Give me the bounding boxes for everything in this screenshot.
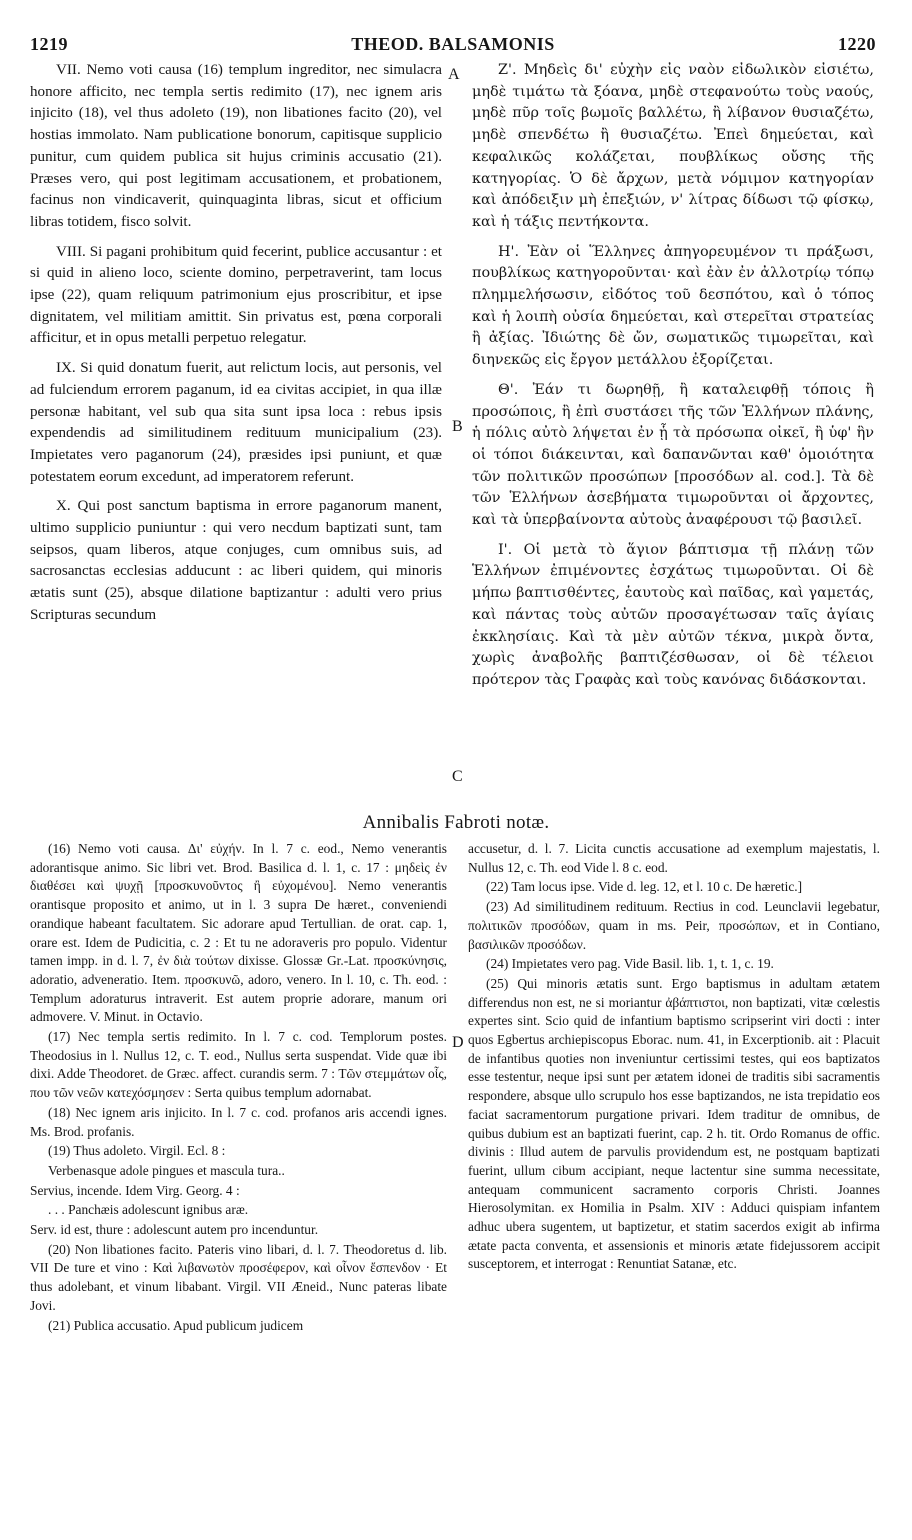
- note-19: (19) Thus adoleto. Virgil. Ecl. 8 :: [48, 1143, 226, 1159]
- note-21-continued: accusetur, d. l. 7. Licita cunctis accusatione ad exemplum majestatis, l. Nullus 12, c. Th. eod Vide l. 8 c. eod.: [468, 841, 880, 875]
- latin-paragraph-vii: VII. Nemo voti causa (16) templum ingreditor, nec simulacra honore afficito, nec templa sertis redimito (17), nec ignem aris injicito (18), vel thus adoleto (19), non libationes facito (20), vel hostias immolato. Nam publicatione bonorum, capitisque supplicio punitur, cum quidem publica sit hujus criminis accusatio (21). Præses vero, qui post legitimam accusationem, et probationem, facinus non vindicaverit, quinquaginta libras, sicut et officium libras totidem, fisco solvit.: [30, 62, 442, 230]
- note-20: (20) Non libationes facito. Pateris vino libari, d. l. 7. Theodoretus d. lib. VII De ture et vino : Καὶ λιβανωτὸν προσέφερον, καὶ οἶνον ἔσπενδον · Et thus adolebant, et vinum libabant. Virgil. VII Æneid., Nunc pateras libate Jovi.: [30, 1241, 447, 1313]
- margin-marker-a: A: [448, 66, 460, 83]
- notes-heading: Annibalis Fabroti notæ.: [362, 812, 550, 833]
- note-16: (16) Nemo voti causa. Δι' εὐχήν. In l. 7 c. eod., Nemo venerantis adorantisque animo. Sic libri vet. Brod. Basilica d. l. 1, c. 17 : μηδεὶς ἐν διαθέσει καὶ ψυχῇ [προσκυνοῦντος ἢ εὐχομένου]. Nemo venerantis orantisque proposito et animo, ut in l. 3 supra De hæret., conveniendi orandique habeant facultatem. Sic adorare apud Tertullian. de orat. cap. 1, orare est. Idem de Pudicitia, c. 2 : Et tu ne adoraveris pro populo. Videntur tamen impp. in d. l. 7, ἐν διὰ τούτων dixisse. Glossæ Gr.-Lat. προσκύνησις, adoratio, adveneratio. Item. προσκυνῶ, adoro, venero. In l. 10, c. Th. eod. : Templum adoraturus intraverit. Est autem proprie adorare, manum ori admovere. V. Minut. in Octavio.: [30, 841, 447, 1025]
- note-24: (24) Impietates vero pag. Vide Basil. lib. 1, t. 1, c. 19.: [486, 956, 774, 972]
- greek-paragraph-z: Ζ'. Μηδεὶς δι' εὐχὴν εἰς ναὸν εἰδωλικὸν εἰσιέτω, μηδὲ τιμάτω τὰ ξόανα, μηδὲ στεφανούτω τοὺς ναούς, μηδὲ πῦρ τοῖς βωμοῖς βαλλέτω, ἢ λίβανον θυσιαζέτω, μηδὲ σπενδέτω ἢ θυσιαζέτω. Ἐπεὶ δημεύεται, καὶ κεφαλικῶς κολάζεται, πουβλίκως οὔσης τῆς κατηγορίας. Ὁ δὲ ἄρχων, μετὰ νόμιμον κατηγορίαν καὶ ἀπόδειξιν μὴ ἐπεξιών, ν' λίτρας δίδωσι τῷ φίσκῳ, καὶ ἡ τάξις πεντήκοντα.: [472, 62, 874, 230]
- column-number-right: 1220: [838, 34, 876, 54]
- note-19-servius: Servius, incende. Idem Virg. Georg. 4 :: [30, 1182, 240, 1198]
- margin-marker-c: C: [452, 768, 463, 785]
- note-19-serv: Serv. id est, thure : adolescunt autem pro incenduntur.: [30, 1222, 319, 1238]
- margin-marker-b: B: [452, 418, 463, 435]
- greek-paragraph-eta: Η'. Ἐὰν οἱ Ἕλληνες ἀπηγορευμένον τι πράξωσι, πουβλίκως κατηγοροῦνται· καὶ ἐὰν ἐν ἀλλοτρίῳ τόπῳ πλημμελήσωσιν, εἰδότος τοῦ δεσπότου, καὶ ὁ τόπος καὶ ἡ λοιπὴ οὐσία δημεύεται, καὶ στερεῖται στρατείας ἢ ἀξίας. Ἰδιώτης δὲ ὤν, σωματικῶς τιμωρεῖται, καὶ διηνεκῶς εἰς ἔργον μετάλλου ἐξορίζεται.: [472, 243, 874, 369]
- note-21: (21) Publica accusatio. Apud publicum judicem: [48, 1317, 304, 1333]
- notes-right-column: [468, 840, 880, 1275]
- note-18: (18) Nec ignem aris injicito. In l. 7 c. cod. profanos aris accendi ignes. Ms. Brod. profanis.: [30, 1104, 447, 1139]
- latin-column: [30, 60, 442, 627]
- note-25: (25) Qui minoris ætatis sunt. Ergo baptismus in adultam ætatem differendus non est, ne si moriantur ἀβάπτιστοι, non baptizati, vitæ cœlestis expertes sint. Scio quid de infantium baptismo scripserint viri docti : inter quos Egbertus archiepiscopus Eborac. num. 41, in Excerptionib. ait : Placuit de infantibus quoties non inveniuntur certissimi testes, qui eos baptizatos esse testentur, neque ipsi sunt per ætatem idonei de traditis sibi sacramentis respondere, absque ullo scrupulo hos esse baptizandos, ne ista trepidatio eos faciat sacramentorum purgatione privari. Idem traditur de omnibus, de quibus dubium est an baptizati fuerint, cap. 2 h. tit. Ordo Romanus de offic. divinis : Illud autem de parvulis providendum est, ne postquam baptizati fuerint, ullum cibum accipiant, neque lactentur sine summa necessitate, antequam communicent sacramento corporis Christi. Joannes Hierosolymitan. ex Homilia in Psalm. XIV : Adduci quispiam infantem adhuc ubera sugentem, ut baptizetur, et statim sacerdos exigit ab infirma ætate pacta conventa, et assensionis et minoris ætate fidejussorem accipit susceptorem, et interrogat : Renuntiat Satanæ, etc.: [468, 975, 880, 1272]
- greek-column: [472, 60, 874, 692]
- column-number-left: 1219: [30, 34, 68, 54]
- latin-paragraph-x: X. Qui post sanctum baptisma in errore paganorum manent, ultimo supplicio puniuntur : qui vero necdum baptizati sunt, tam seipsos, quam liberos, atque conjuges, cum omnibus suis, ad sacrosanctas ecclesias adducunt : ac liberi quidem, qui minoris ætatis sunt (25), absque dilatione baptizantur : adulti vero prius Scripturas secundum: [30, 498, 442, 623]
- note-19-georgics: . . . Panchæis adolescunt ignibus aræ.: [48, 1202, 249, 1218]
- greek-paragraph-theta: Θ'. Ἐάν τι δωρηθῇ, ἢ καταλειφθῇ τόποις ἢ προσώποις, ἢ ἐπὶ συστάσει τῆς τῶν Ἑλλήνων πλάνης, ἡ πόλις αὐτὸ λήψεται ἐν ᾗ τὰ πρόσωπα οἰκεῖ, ἢ ὑφ' ἣν οἱ τόποι διάκεινται, καὶ δαπανῶνται καθ' ὁμοιότητα τῶν πολιτικῶν προσώπων [προσόδων al. cod.]. Τὰ δὲ τῶν Ἑλλήνων ἀσεβήματα τιμωροῦνται οἱ ἄρχοντες, καὶ τὰ ὑπερβαίνοντα αὐτοὺς ἀναφέρουσι τῷ βασιλεῖ.: [472, 381, 874, 529]
- notes-left-column: [30, 840, 447, 1336]
- greek-paragraph-iota: Ι'. Οἱ μετὰ τὸ ἅγιον βάπτισμα τῇ πλάνῃ τῶν Ἑλλήνων ἐπιμένοντες ἐσχάτως τιμωροῦνται. Οἱ δὲ μήπω βαπτισθέντες, ἑαυτοὺς καὶ παῖδας, καὶ γαμετάς, καὶ πάντας τοὺς αὐτῶν προσαγέτωσαν ταῖς ἁγίαις ἐκκλησίαις. Καὶ τὰ μὲν αὐτῶν τέκνα, μικρὰ ὄντα, χωρὶς ἀναβολῆς βαπτιζέσθωσαν, οἱ δὲ τέλειοι πρότερον τὰς Γραφὰς καὶ τοὺς κανόνας διδάσκονται.: [472, 541, 874, 688]
- note-19-quote: Verbenasque adole pingues et mascula tura..: [48, 1162, 285, 1178]
- note-17: (17) Nec templa sertis redimito. In l. 7 c. cod. Templorum postes. Theodosius in l. Nullus 12, c. T. eod., Nullus serta suspendat. Vide quæ ibi dixi. Adde Theodoret. de Græc. affect. curandis serm. 7 : Τῶν στεμμάτων οἷς, που τῶν νεῶν κατεχόσμησεν : Serta quibus templum adornabat.: [30, 1029, 447, 1101]
- running-title: THEOD. BALSAMONIS: [351, 34, 555, 54]
- note-23: (23) Ad similitudinem redituum. Rectius in cod. Leunclavii legebatur, πολιτικῶν προσόδων, quam in ms. Peir, προσώπων, et in Contiano, βασιλικῶν προσόδων.: [468, 899, 880, 952]
- page-header: [30, 28, 876, 58]
- margin-marker-d: D: [452, 1034, 464, 1051]
- latin-paragraph-ix: IX. Si quid donatum fuerit, aut relictum locis, aut personis, vel ad fulciendum errorem paganum, id ea civitas accipiet, in qua illæ personæ habitant, vel sub qua sita sunt ipsa loca : rebus ipsis expendendis ad similitudinem redituum municipalium (23). Impietates vero paganorum (24), præsides ipsi puniunt, et quæ potestatem eorum excedunt, ad imperatorem referunt.: [30, 360, 442, 485]
- latin-paragraph-viii: VIII. Si pagani prohibitum quid fecerint, publice accusantur : et si quid in alieno loco, sciente domino, perpetraverint, tam locus ipse (22), quam reliquum patrimonium ejus proscribitur, et ipse dignitatem, vel militiam amittit. Sin privatus est, pœna corporali afficitur, et in opus metalli perpetuo relegatur.: [30, 243, 442, 347]
- note-22: (22) Tam locus ipse. Vide d. leg. 12, et l. 10 c. De hæretic.]: [486, 879, 803, 895]
